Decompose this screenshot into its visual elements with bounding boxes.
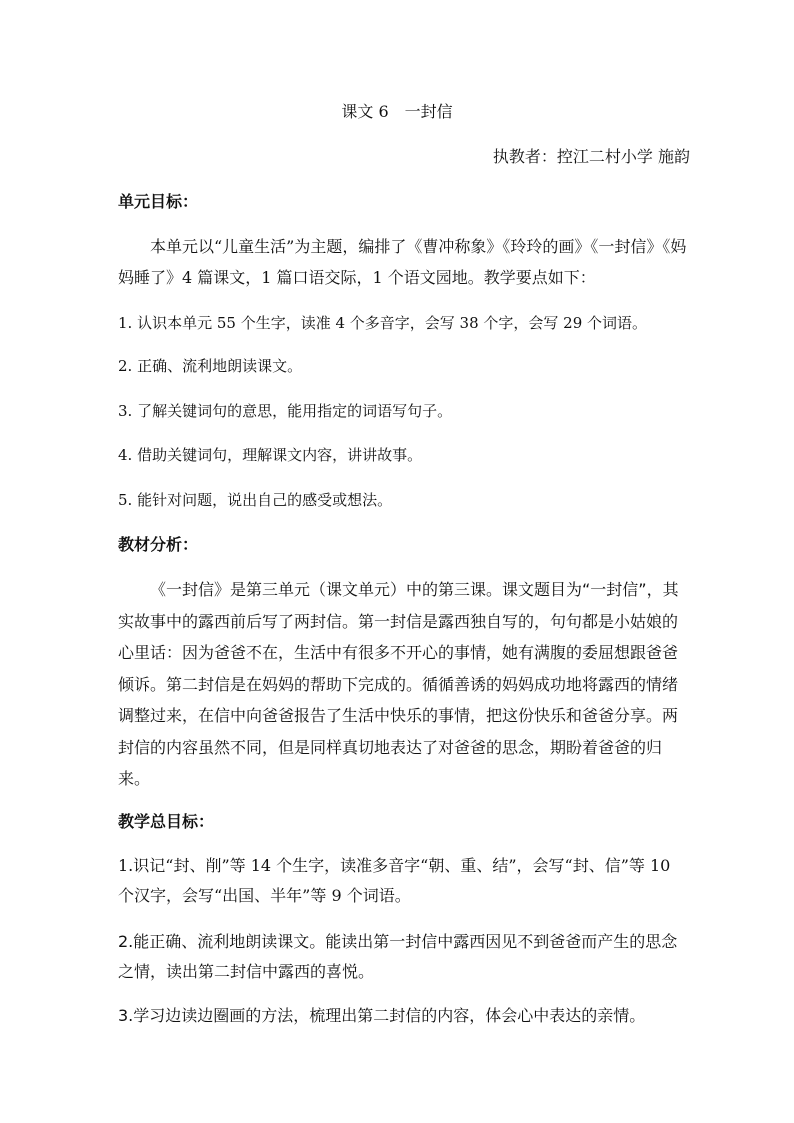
- unit-goals-intro: 本单元以“儿童生活”为主题，编排了《曹冲称象》《玲玲的画》《一封信》《妈妈睡了》4 篇课文，1 篇口语交际，1 个语文园地。教学要点如下：: [118, 237, 687, 287]
- unit-goal-item: 1. 认识本单元 55 个生字，读准 4 个多音字，会写 38 个字，会写 29 个词语。: [118, 314, 648, 332]
- teaching-goals-heading: 教学总目标：: [118, 812, 215, 831]
- unit-goal-item: 3. 了解关键词句的意思，能用指定的词语写句子。: [118, 402, 453, 420]
- teaching-goal-item: 1.识记“封、削”等 14 个生字，读准多音字“朝、重、结”，会写“封、信”等 10 个汉字，会写“出国、半年”等 9 个词语。: [118, 856, 671, 905]
- teaching-goal-item: 3.学习边读边圈画的方法，梳理出第二封信的内容，体会心中表达的亲情。: [118, 1006, 646, 1025]
- lesson-title: 课文 6 一封信: [341, 102, 453, 121]
- analysis-heading: 教材分析：: [118, 535, 199, 554]
- teaching-goal-item: 2.能正确、流利地朗读课文。能读出第一封信中露西因见不到爸爸而产生的思念之情，读出第二封信中露西的喜悦。: [118, 932, 678, 981]
- unit-goals-heading: 单元目标：: [118, 192, 199, 211]
- unit-goal-item: 2. 正确、流利地朗读课文。: [118, 357, 303, 375]
- author-line: 执教者：控江二村小学 施韵: [492, 147, 690, 166]
- analysis-paragraph: 《一封信》是第三单元（课文单元）中的第三课。课文题目为“一封信”，其实故事中的露西前后写了两封信。第一封信是露西独自写的，句句都是小姑娘的心里话：因为爸爸不在，生活中有很多不开心的事情，她有满腹的委屈想跟爸爸倾诉。第二封信是在妈妈的帮助下完成的。循循善诱的妈妈成功地将露西的情绪调整过来，在信中向爸爸报告了生活中快乐的事情，把这份快乐和爸爸分享。两封信的内容虽然不同，但是同样真切地表达了对爸爸的思念，期盼着爸爸的归来。: [118, 580, 679, 788]
- unit-goal-item: 4. 借助关键词句，理解课文内容，讲讲故事。: [118, 446, 423, 464]
- unit-goal-item: 5. 能针对问题，说出自己的感受或想法。: [118, 491, 393, 509]
